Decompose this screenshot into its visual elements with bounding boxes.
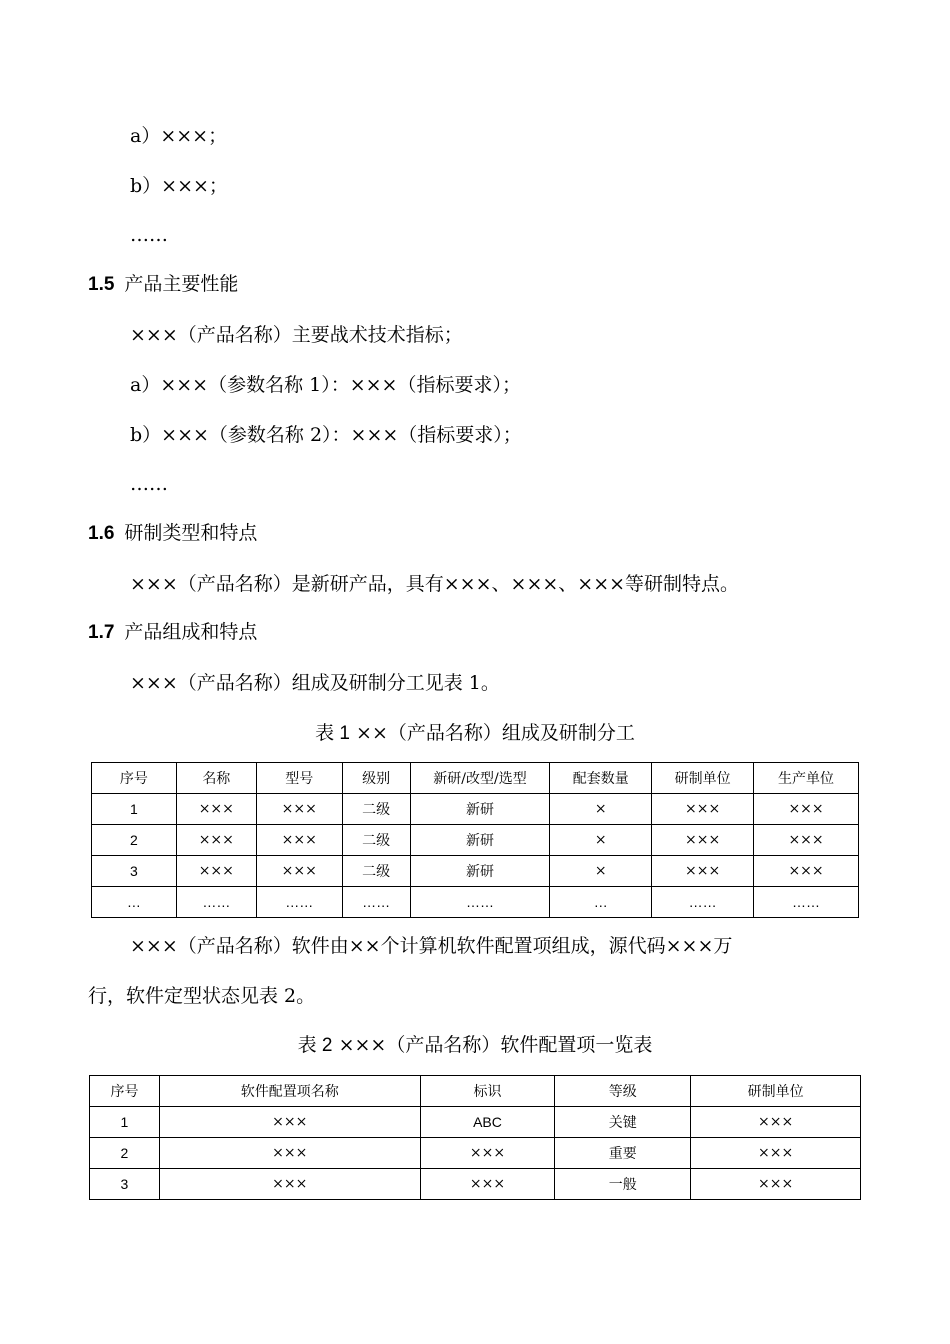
table-title: ××（产品名称）组成及研制分工 bbox=[356, 722, 635, 744]
table-row bbox=[90, 1169, 861, 1200]
column-header: 研制单位 bbox=[691, 1076, 861, 1107]
table-cell: ××× bbox=[691, 1107, 861, 1138]
table-cell: ××× bbox=[754, 794, 859, 825]
table-cell: 一般 bbox=[555, 1169, 691, 1200]
column-header: 新研/改型/选型 bbox=[410, 763, 550, 794]
table-cell: … bbox=[550, 887, 652, 918]
parameter-item-b: b）×××（参数名称 2）：×××（指标要求）； bbox=[130, 424, 522, 446]
table-cell: 二级 bbox=[342, 825, 410, 856]
composition-paragraph: ×××（产品名称）组成及研制分工见表 1。 bbox=[130, 672, 500, 694]
table-row bbox=[92, 887, 859, 918]
table-cell: …… bbox=[342, 887, 410, 918]
table-cell: × bbox=[550, 856, 652, 887]
ellipsis: …… bbox=[130, 473, 168, 495]
table-cell: ××× bbox=[754, 825, 859, 856]
section-heading-1-6 bbox=[88, 520, 257, 547]
section-heading-1-5 bbox=[88, 271, 238, 298]
column-header: 序号 bbox=[90, 1076, 160, 1107]
table-cell: ××× bbox=[691, 1169, 861, 1200]
table-cell: 2 bbox=[92, 825, 177, 856]
section-title: 产品主要性能 bbox=[124, 273, 239, 295]
table-cell: ××× bbox=[420, 1138, 555, 1169]
section-number: 1.5 bbox=[88, 274, 115, 295]
table-cell: ××× bbox=[256, 794, 342, 825]
table-cell: 二级 bbox=[342, 794, 410, 825]
table-cell: ABC bbox=[420, 1107, 555, 1138]
table-cell: ××× bbox=[754, 856, 859, 887]
table-cell: ××× bbox=[176, 825, 256, 856]
table-cell: 新研 bbox=[410, 856, 550, 887]
table-row bbox=[92, 825, 859, 856]
table-cell: ××× bbox=[176, 856, 256, 887]
list-item-a: a）×××； bbox=[130, 125, 228, 147]
table-cell: 关键 bbox=[555, 1107, 691, 1138]
table-cell: ××× bbox=[256, 856, 342, 887]
column-header: 软件配置项名称 bbox=[159, 1076, 420, 1107]
table-cell: 3 bbox=[92, 856, 177, 887]
column-header: 名称 bbox=[176, 763, 256, 794]
composition-table bbox=[91, 762, 859, 918]
column-header: 生产单位 bbox=[754, 763, 859, 794]
column-header: 配套数量 bbox=[550, 763, 652, 794]
column-header: 研制单位 bbox=[652, 763, 754, 794]
table-cell: ××× bbox=[159, 1138, 420, 1169]
table-cell: ××× bbox=[176, 794, 256, 825]
table-number: 表 1 bbox=[315, 723, 350, 744]
table-cell: ××× bbox=[159, 1107, 420, 1138]
table-cell: 新研 bbox=[410, 794, 550, 825]
ellipsis: …… bbox=[130, 224, 168, 246]
table-cell: …… bbox=[410, 887, 550, 918]
table-number: 表 2 bbox=[297, 1035, 333, 1056]
column-header: 等级 bbox=[555, 1076, 691, 1107]
table-cell: …… bbox=[256, 887, 342, 918]
column-header: 标识 bbox=[420, 1076, 555, 1107]
table-cell: 1 bbox=[92, 794, 177, 825]
table-cell: × bbox=[550, 825, 652, 856]
section-title: 产品组成和特点 bbox=[124, 621, 258, 643]
column-header: 级别 bbox=[342, 763, 410, 794]
section-title: 研制类型和特点 bbox=[124, 522, 258, 544]
table-cell: ××× bbox=[256, 825, 342, 856]
table-cell: ××× bbox=[420, 1169, 555, 1200]
table-cell: … bbox=[92, 887, 177, 918]
table-cell: …… bbox=[652, 887, 754, 918]
software-paragraph-line2: 行，软件定型状态见表 2。 bbox=[88, 985, 316, 1007]
table-title: ×××（产品名称）软件配置项一览表 bbox=[338, 1034, 653, 1056]
table-row bbox=[90, 1138, 861, 1169]
table-cell: ××× bbox=[652, 794, 754, 825]
table-cell: ××× bbox=[159, 1169, 420, 1200]
table-cell: × bbox=[550, 794, 652, 825]
table-header-row bbox=[90, 1076, 861, 1107]
software-config-table bbox=[89, 1075, 861, 1200]
table-header-row bbox=[92, 763, 859, 794]
list-item-b: b）×××； bbox=[130, 175, 228, 197]
parameter-item-a: a）×××（参数名称 1）：×××（指标要求）； bbox=[130, 374, 521, 396]
table1-caption bbox=[0, 720, 950, 747]
table-row bbox=[90, 1107, 861, 1138]
table-cell: 2 bbox=[90, 1138, 160, 1169]
type-paragraph: ×××（产品名称）是新研产品，具有×××、×××、×××等研制特点。 bbox=[130, 573, 740, 595]
table-cell: ××× bbox=[691, 1138, 861, 1169]
software-paragraph-line1: ×××（产品名称）软件由××个计算机软件配置项组成，源代码×××万 bbox=[130, 935, 733, 957]
table-cell: …… bbox=[754, 887, 859, 918]
table-cell: 重要 bbox=[555, 1138, 691, 1169]
column-header: 序号 bbox=[92, 763, 177, 794]
table-cell: …… bbox=[176, 887, 256, 918]
performance-intro: ×××（产品名称）主要战术技术指标； bbox=[130, 324, 463, 346]
section-number: 1.6 bbox=[88, 523, 115, 544]
table-cell: 3 bbox=[90, 1169, 160, 1200]
table-row bbox=[92, 794, 859, 825]
section-heading-1-7 bbox=[88, 619, 257, 646]
table-cell: 二级 bbox=[342, 856, 410, 887]
table-cell: ××× bbox=[652, 856, 754, 887]
table2-caption bbox=[0, 1032, 950, 1059]
section-number: 1.7 bbox=[88, 622, 115, 643]
column-header: 型号 bbox=[256, 763, 342, 794]
table-cell: 新研 bbox=[410, 825, 550, 856]
table-cell: 1 bbox=[90, 1107, 160, 1138]
table-cell: ××× bbox=[652, 825, 754, 856]
table-row bbox=[92, 856, 859, 887]
